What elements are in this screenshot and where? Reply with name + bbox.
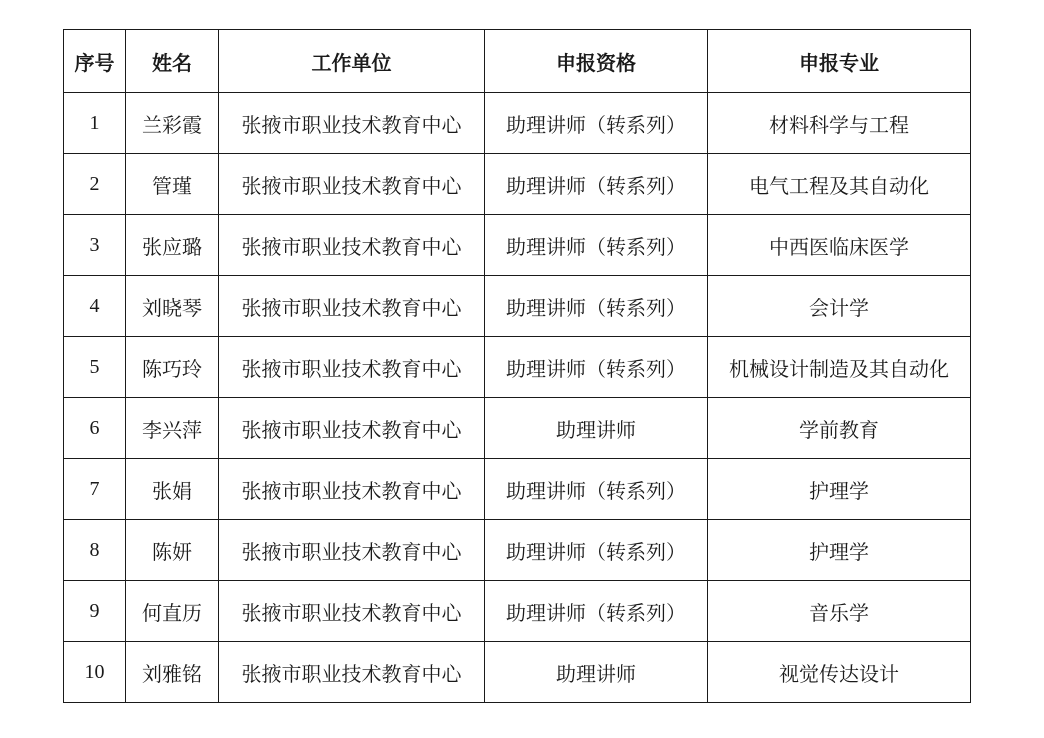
table-row <box>64 642 971 703</box>
cell-specialty: 电气工程及其自动化 <box>708 154 971 215</box>
cell-name: 陈妍 <box>126 520 219 581</box>
cell-serial: 7 <box>64 459 126 520</box>
cell-name: 兰彩霞 <box>126 93 219 154</box>
applicant-table <box>63 29 971 703</box>
table-row <box>64 581 971 642</box>
cell-employer: 张掖市职业技术教育中心 <box>219 398 485 459</box>
cell-serial: 6 <box>64 398 126 459</box>
cell-qualification: 助理讲师 <box>485 398 708 459</box>
cell-employer: 张掖市职业技术教育中心 <box>219 215 485 276</box>
cell-employer: 张掖市职业技术教育中心 <box>219 459 485 520</box>
cell-specialty: 音乐学 <box>708 581 971 642</box>
table-row <box>64 276 971 337</box>
cell-name: 管瑾 <box>126 154 219 215</box>
cell-name: 刘雅铭 <box>126 642 219 703</box>
applicant-table-container <box>63 29 970 703</box>
cell-name: 陈巧玲 <box>126 337 219 398</box>
cell-specialty: 护理学 <box>708 459 971 520</box>
cell-qualification: 助理讲师（转系列） <box>485 581 708 642</box>
table-header-row <box>64 30 971 93</box>
cell-name: 何直历 <box>126 581 219 642</box>
cell-employer: 张掖市职业技术教育中心 <box>219 93 485 154</box>
cell-qualification: 助理讲师（转系列） <box>485 520 708 581</box>
cell-serial: 5 <box>64 337 126 398</box>
header-employer: 工作单位 <box>219 30 485 93</box>
cell-specialty: 学前教育 <box>708 398 971 459</box>
cell-qualification: 助理讲师 <box>485 642 708 703</box>
cell-specialty: 机械设计制造及其自动化 <box>708 337 971 398</box>
header-qualification: 申报资格 <box>485 30 708 93</box>
table-row <box>64 93 971 154</box>
cell-employer: 张掖市职业技术教育中心 <box>219 337 485 398</box>
cell-serial: 1 <box>64 93 126 154</box>
cell-employer: 张掖市职业技术教育中心 <box>219 276 485 337</box>
cell-specialty: 视觉传达设计 <box>708 642 971 703</box>
cell-specialty: 护理学 <box>708 520 971 581</box>
cell-qualification: 助理讲师（转系列） <box>485 459 708 520</box>
cell-name: 张娟 <box>126 459 219 520</box>
cell-serial: 2 <box>64 154 126 215</box>
cell-specialty: 会计学 <box>708 276 971 337</box>
cell-serial: 8 <box>64 520 126 581</box>
cell-qualification: 助理讲师（转系列） <box>485 337 708 398</box>
header-serial: 序号 <box>64 30 126 93</box>
table-row <box>64 215 971 276</box>
cell-serial: 3 <box>64 215 126 276</box>
table-row <box>64 337 971 398</box>
cell-employer: 张掖市职业技术教育中心 <box>219 581 485 642</box>
cell-serial: 9 <box>64 581 126 642</box>
cell-qualification: 助理讲师（转系列） <box>485 154 708 215</box>
cell-qualification: 助理讲师（转系列） <box>485 276 708 337</box>
cell-serial: 10 <box>64 642 126 703</box>
header-specialty: 申报专业 <box>708 30 971 93</box>
cell-name: 刘晓琴 <box>126 276 219 337</box>
cell-serial: 4 <box>64 276 126 337</box>
cell-qualification: 助理讲师（转系列） <box>485 93 708 154</box>
table-row <box>64 459 971 520</box>
cell-specialty: 中西医临床医学 <box>708 215 971 276</box>
header-name: 姓名 <box>126 30 219 93</box>
table-row <box>64 520 971 581</box>
cell-qualification: 助理讲师（转系列） <box>485 215 708 276</box>
cell-employer: 张掖市职业技术教育中心 <box>219 154 485 215</box>
cell-employer: 张掖市职业技术教育中心 <box>219 642 485 703</box>
cell-name: 李兴萍 <box>126 398 219 459</box>
cell-specialty: 材料科学与工程 <box>708 93 971 154</box>
cell-employer: 张掖市职业技术教育中心 <box>219 520 485 581</box>
table-row <box>64 398 971 459</box>
table-row <box>64 154 971 215</box>
cell-name: 张应璐 <box>126 215 219 276</box>
